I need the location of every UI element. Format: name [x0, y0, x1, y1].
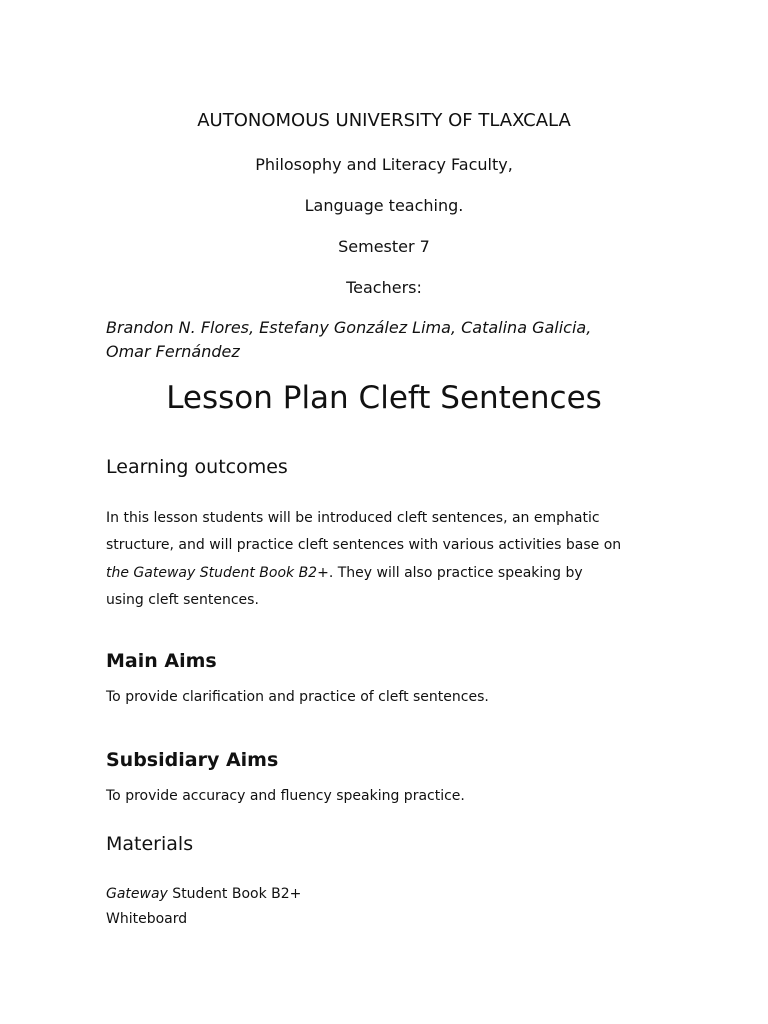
learning-outcomes-line-2: structure, and will practice cleft sentences with various activities base on — [106, 537, 622, 553]
learning-outcomes-line-1: In this lesson students will be introduced cleft sentences, an emphatic — [106, 510, 600, 526]
faculty-name: Philosophy and Literacy Faculty, — [255, 155, 513, 174]
learning-outcomes-line-3 — [106, 565, 583, 581]
university-name: AUTONOMOUS UNIVERSITY OF TLAXCALA — [197, 110, 571, 131]
learning-outcomes-line-4: using cleft sentences. — [106, 592, 259, 608]
book-title-italic: the Gateway Student Book B2+ — [106, 565, 329, 581]
main-aims-text: To provide clarification and practice of cleft sentences. — [106, 689, 489, 705]
subsidiary-aims-text: To provide accuracy and fluency speaking practice. — [106, 788, 465, 804]
lesson-title: Lesson Plan Cleft Sentences — [166, 380, 602, 416]
main-aims-heading: Main Aims — [106, 650, 217, 672]
materials-item-1-rest: Student Book B2+ — [167, 886, 302, 902]
materials-item-student-book — [106, 886, 301, 902]
materials-item-1-italic: Gateway — [106, 886, 168, 902]
subsidiary-aims-heading: Subsidiary Aims — [106, 749, 279, 771]
semester-label: Semester 7 — [338, 237, 430, 256]
learning-outcomes-line-3-rest: . They will also practice speaking by — [328, 565, 583, 581]
program-name: Language teaching. — [304, 196, 464, 215]
teachers-names-line-2: Omar Fernández — [106, 342, 240, 361]
materials-item-whiteboard: Whiteboard — [106, 911, 188, 927]
learning-outcomes-heading: Learning outcomes — [106, 456, 288, 478]
teachers-names-line-1: Brandon N. Flores, Estefany González Lima, Catalina Galicia, — [106, 318, 592, 337]
teachers-label: Teachers: — [346, 278, 422, 297]
materials-heading: Materials — [106, 833, 194, 855]
